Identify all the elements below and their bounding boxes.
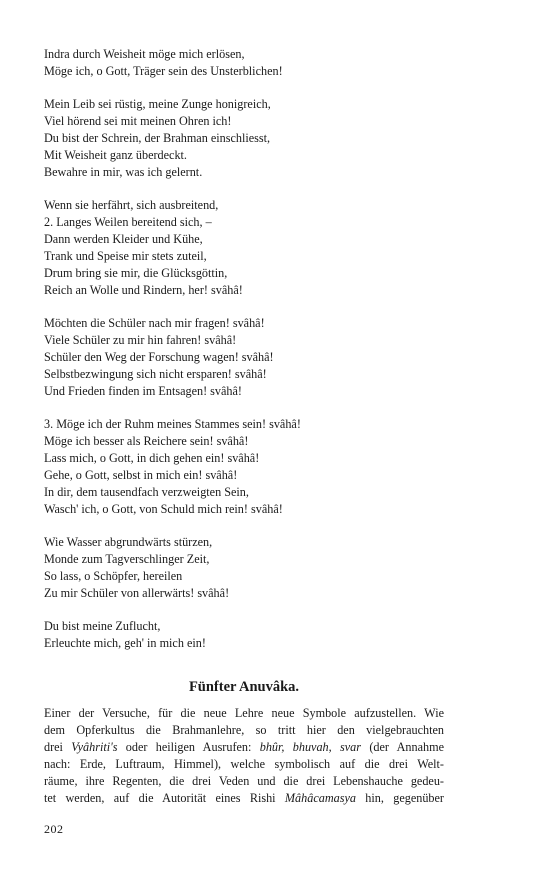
verse-line: In dir, dem tausendfach verzweigten Sein, [44,485,249,499]
verse-line: Mein Leib sei rüstig, meine Zunge honigreich, [44,97,271,111]
italic-term: bhûr, bhuvah, svar [259,740,362,754]
prose-text: räume, ihre Regenten, die drei Veden und die drei Lebenshauche gedeu- [44,774,444,788]
italic-term: Vyâhriti's [71,740,118,754]
verse-line: Erleuchte mich, geh' in mich ein! [44,636,206,650]
verse-line: Gehe, o Gott, selbst in mich ein! svâhâ! [44,468,238,482]
prose-line [44,739,444,756]
stanza [44,618,444,652]
poem [44,46,444,652]
verse-line: Du bist meine Zuflucht, [44,619,161,633]
verse-line: Lass mich, o Gott, in dich gehen ein! svâhâ! [44,451,260,465]
italic-term: Mâhâcamasya [284,791,356,805]
verse-line: Selbstbezwingung sich nicht ersparen! svâhâ! [44,367,267,381]
section-title: Fünfter Anuvâka. [188,679,300,695]
stanza [44,46,444,80]
prose-line [44,722,444,739]
verse-line: Dann werden Kleider und Kühe, [44,232,203,246]
prose-text: tet werden, auf die Autorität eines Rishi [44,791,285,805]
prose-line [44,773,444,790]
page-number: 202 [44,822,64,836]
verse-line: Schüler den Weg der Forschung wagen! svâhâ! [44,350,274,364]
stanza [44,197,444,299]
verse-line: 2. Langes Weilen bereitend sich, – [44,215,212,229]
stanza [44,315,444,400]
verse-line: Möchten die Schüler nach mir fragen! svâhâ! [44,316,265,330]
verse-line: Bewahre in mir, was ich gelernt. [44,165,203,179]
stanza [44,96,444,181]
prose-text: nach: Erde, Luftraum, Himmel), welche symbolisch auf die drei Welt- [44,757,444,771]
verse-line: Möge ich besser als Reichere sein! svâhâ! [44,434,249,448]
prose-text: oder heiligen Ausrufen: [117,740,260,754]
verse-line: Reich an Wolle und Rindern, her! svâhâ! [44,283,243,297]
verse-line: Drum bring sie mir, die Glücksgöttin, [44,266,228,280]
verse-line: Wenn sie herfährt, sich ausbreitend, [44,198,219,212]
verse-line: Viel hörend sei mit meinen Ohren ich! [44,114,232,128]
verse-line: So lass, o Schöpfer, hereilen [44,569,183,583]
stanza [44,534,444,602]
verse-line: Du bist der Schrein, der Brahman einschliesst, [44,131,271,145]
verse-line: Möge ich, o Gott, Träger sein des Unsterblichen! [44,64,283,78]
verse-line: Und Frieden finden im Entsagen! svâhâ! [44,384,242,398]
stanza [44,416,444,518]
prose-paragraph [44,705,444,807]
prose-line [44,705,444,722]
verse-line: Wasch' ich, o Gott, von Schuld mich rein! svâhâ! [44,502,283,516]
prose-line [44,790,444,807]
prose-line [44,756,444,773]
verse-line: Monde zum Tagverschlinger Zeit, [44,552,210,566]
verse-line: 3. Möge ich der Ruhm meines Stammes sein! svâhâ! [44,417,301,431]
verse-line: Trank und Speise mir stets zuteil, [44,249,207,263]
prose-text: drei [44,740,72,754]
verse-line: Viele Schüler zu mir hin fahren! svâhâ! [44,333,237,347]
prose-text: hin, gegenüber [355,791,444,805]
verse-line: Mit Weisheit ganz überdeckt. [44,148,187,162]
prose-text: (der Annahme [361,740,444,754]
verse-line: Indra durch Weisheit möge mich erlösen, [44,47,245,61]
verse-line: Wie Wasser abgrundwärts stürzen, [44,535,213,549]
verse-line: Zu mir Schüler von allerwärts! svâhâ! [44,586,230,600]
prose-text: dem Opferkultus die Brahmanlehre, so tritt hier den vielgebrauchten [44,723,444,737]
page-content [44,46,444,807]
prose-text: Einer der Versuche, für die neue Lehre neue Symbole aufzustellen. Wie [44,706,444,720]
